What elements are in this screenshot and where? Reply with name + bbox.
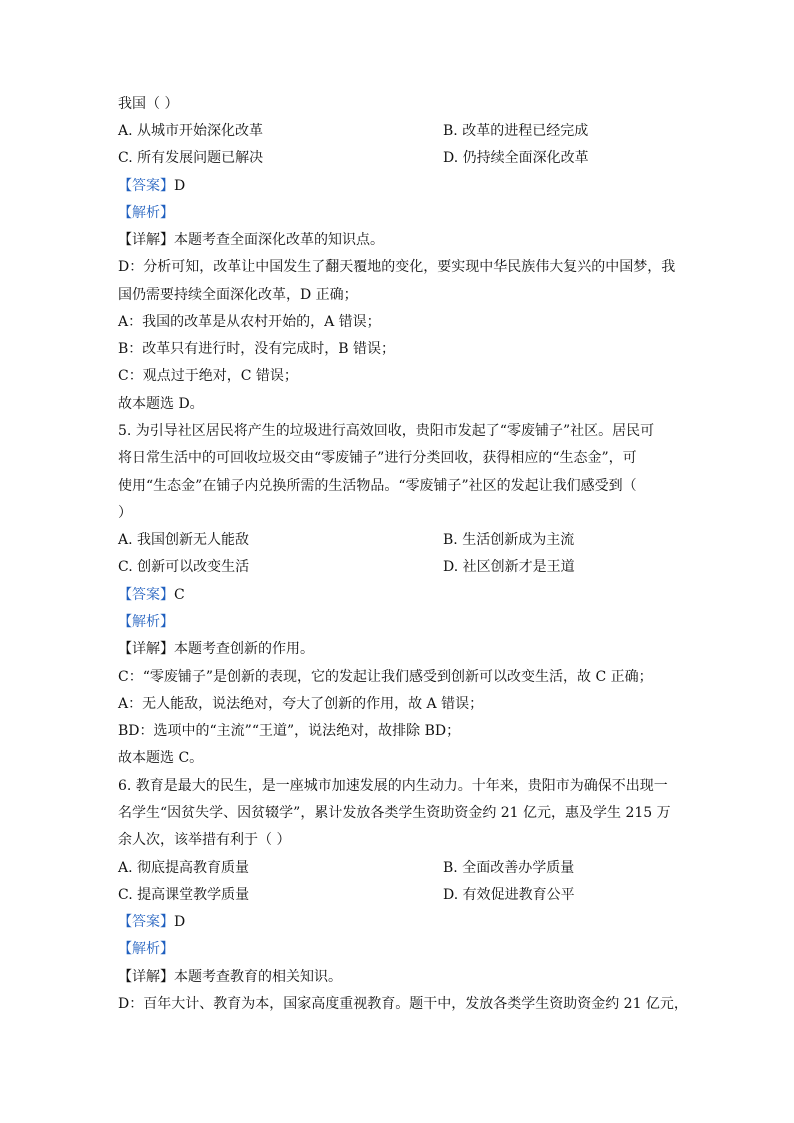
q4-option-b: B. 改革的进程已经完成 bbox=[443, 123, 589, 139]
q5-option-b: B. 生活创新成为主流 bbox=[443, 532, 575, 548]
q5-stem-line1: 5. 为引导社区居民将产生的垃圾进行高效回收，贵阳市发起了“零废铺子”社区。居民可 bbox=[118, 423, 655, 439]
q6-stem-line1: 6. 教育是最大的民生，是一座城市加速发展的内生动力。十年来，贵阳市为确保不出现一 bbox=[118, 778, 668, 794]
answer-value: C bbox=[174, 587, 185, 603]
answer-value: D bbox=[174, 178, 186, 194]
q6-stem-line3: 余人次，该举措有利于（ ） bbox=[118, 832, 291, 848]
q6-option-c: C. 提高课堂教学质量 bbox=[118, 887, 250, 903]
q5-detail: 【详解】本题考查创新的作用。 bbox=[118, 641, 314, 657]
q6-answer bbox=[118, 914, 185, 930]
q5-explain-bd: BD：选项中的“主流”“王道”，说法绝对，故排除 BD； bbox=[118, 723, 461, 739]
q6-detail: 【详解】本题考查教育的相关知识。 bbox=[118, 969, 342, 985]
q6-explain-d-line1: D：百年大计、教育为本，国家高度重视教育。题干中，发放各类学生资助资金约 21 亿元， bbox=[118, 996, 688, 1012]
q5-conclusion: 故本题选 C。 bbox=[118, 750, 204, 766]
q5-stem-line3: 使用“生态金”在铺子内兑换所需的生活物品。“零废铺子”社区的发起让我们感受到（ bbox=[118, 478, 637, 494]
q4-option-d: D. 仍持续全面深化改革 bbox=[443, 150, 589, 166]
q4-explain-a: A：我国的改革是从农村开始的，A 错误； bbox=[118, 314, 381, 330]
q4-conclusion: 故本题选 D。 bbox=[118, 396, 204, 412]
q6-analysis-tag: 【解析】 bbox=[118, 941, 174, 957]
q4-answer bbox=[118, 178, 185, 194]
q6-option-d: D. 有效促进教育公平 bbox=[443, 887, 575, 903]
q5-stem-line4: ） bbox=[118, 505, 132, 521]
q4-option-c: C. 所有发展问题已解决 bbox=[118, 150, 264, 166]
q4-analysis-tag: 【解析】 bbox=[118, 205, 174, 221]
q5-answer bbox=[118, 587, 185, 603]
q6-stem-line2: 名学生“因贫失学、因贫辍学”，累计发放各类学生资助资金约 21 亿元，惠及学生 215 万 bbox=[118, 805, 671, 821]
q5-explain-c: C：“零废铺子”是创新的表现，它的发起让我们感受到创新可以改变生活，故 C 正确； bbox=[118, 669, 653, 685]
q5-explain-a: A：无人能敌，说法绝对，夸大了创新的作用，故 A 错误； bbox=[118, 696, 484, 712]
q5-option-a: A. 我国创新无人能敌 bbox=[118, 532, 250, 548]
q6-option-b: B. 全面改善办学质量 bbox=[443, 860, 575, 876]
q4-explain-c: C：观点过于绝对，C 错误； bbox=[118, 368, 298, 384]
q4-detail: 【详解】本题考查全面深化改革的知识点。 bbox=[118, 232, 384, 248]
q5-analysis-tag: 【解析】 bbox=[118, 614, 174, 630]
q5-stem-line2: 将日常生活中的可回收垃圾交由“零废铺子”进行分类回收，获得相应的“生态金”，可 bbox=[118, 450, 637, 466]
q4-option-a: A. 从城市开始深化改革 bbox=[118, 123, 264, 139]
q4-explain-d-line2: 国仍需要持续全面深化改革，D 正确； bbox=[118, 287, 358, 303]
q4-explain-b: B：改革只有进行时，没有完成时，B 错误； bbox=[118, 341, 396, 357]
q4-explain-d-line1: D：分析可知，改革让中国发生了翻天覆地的变化，要实现中华民族伟大复兴的中国梦，我 bbox=[118, 259, 676, 275]
q5-option-c: C. 创新可以改变生活 bbox=[118, 559, 250, 575]
answer-value: D bbox=[174, 914, 186, 930]
answer-tag: 【答案】 bbox=[118, 914, 174, 930]
q5-option-d: D. 社区创新才是王道 bbox=[443, 559, 575, 575]
q4-stem-tail: 我国（ ） bbox=[118, 96, 179, 112]
answer-tag: 【答案】 bbox=[118, 178, 174, 194]
q6-option-a: A. 彻底提高教育质量 bbox=[118, 860, 250, 876]
answer-tag: 【答案】 bbox=[118, 587, 174, 603]
